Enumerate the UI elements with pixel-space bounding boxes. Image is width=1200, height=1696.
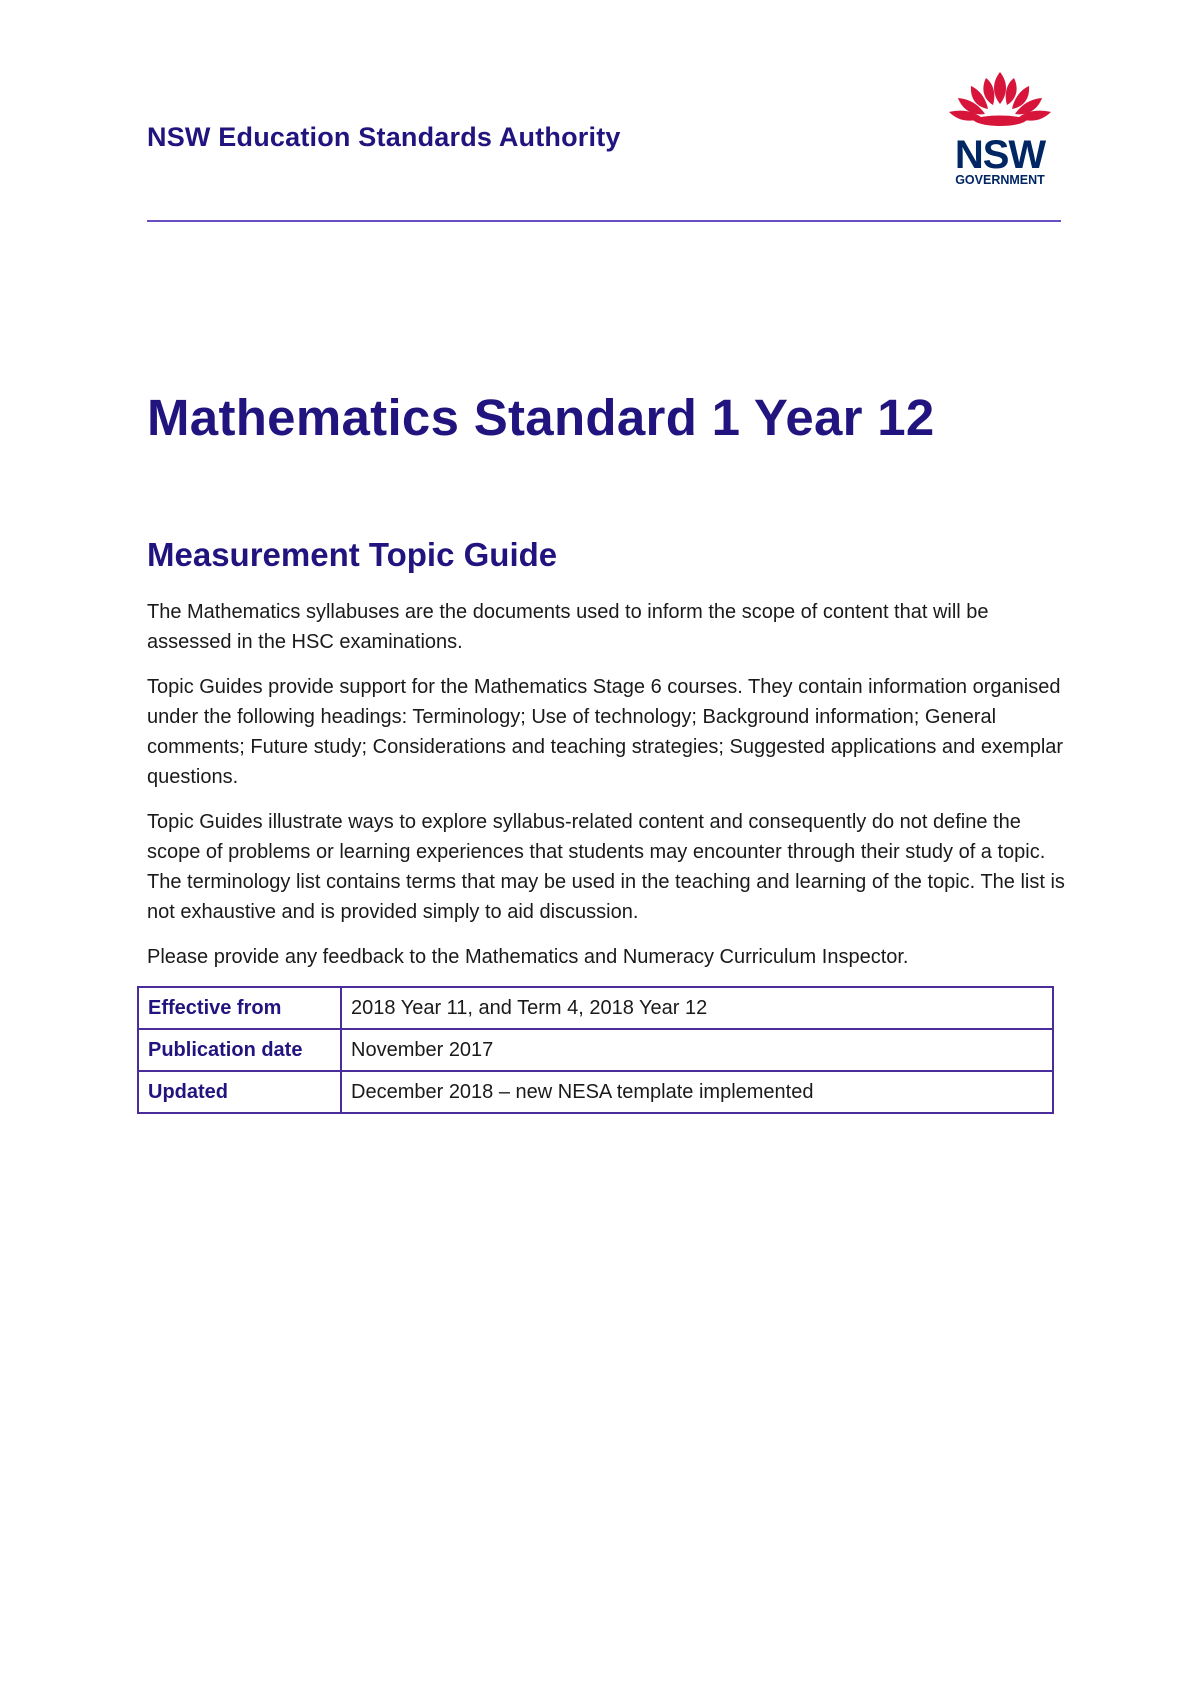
nsw-government-logo [945, 70, 1055, 190]
updated-value: December 2018 – new NESA template implemented [341, 1071, 1053, 1113]
logo-wordmark: NSW [954, 133, 1046, 177]
table-row [138, 1071, 1053, 1113]
table-row [138, 987, 1053, 1029]
waratah-flower-icon [949, 72, 1051, 126]
publication-date-label: Publication date [138, 1029, 341, 1071]
effective-from-value: 2018 Year 11, and Term 4, 2018 Year 12 [341, 987, 1053, 1029]
publication-date-value: November 2017 [341, 1029, 1053, 1071]
intro-text [147, 597, 1067, 987]
effective-from-label: Effective from [138, 987, 341, 1029]
table-row [138, 1029, 1053, 1071]
paragraph: Topic Guides provide support for the Mathematics Stage 6 courses. They contain information organised under the following headings: Terminology; Use of technology; Background information; General comments; Future study; Considerations and teaching strategies; Suggested applications and exemplar questions. [147, 676, 1064, 788]
paragraph: The Mathematics syllabuses are the documents used to inform the scope of content that will be assessed in the HSC examinations. [147, 601, 989, 653]
org-name: NSW Education Standards Authority [147, 122, 621, 152]
paragraph: Please provide any feedback to the Mathematics and Numeracy Curriculum Inspector. [147, 946, 909, 968]
document-title: Mathematics Standard 1 Year 12 [147, 389, 935, 446]
logo-sub-wordmark: GOVERNMENT [955, 173, 1045, 187]
updated-label: Updated [138, 1071, 341, 1113]
document-subtitle: Measurement Topic Guide [147, 536, 558, 573]
header-divider [147, 220, 1061, 222]
document-metadata-table [137, 986, 1054, 1114]
paragraph: Topic Guides illustrate ways to explore syllabus-related content and consequently do not define the scope of problems or learning experiences that students may encounter through their study of a topic. The terminology list contains terms that may be used in the teaching and learning of the topic. The list is not exhaustive and is provided simply to aid discussion. [147, 811, 1065, 923]
